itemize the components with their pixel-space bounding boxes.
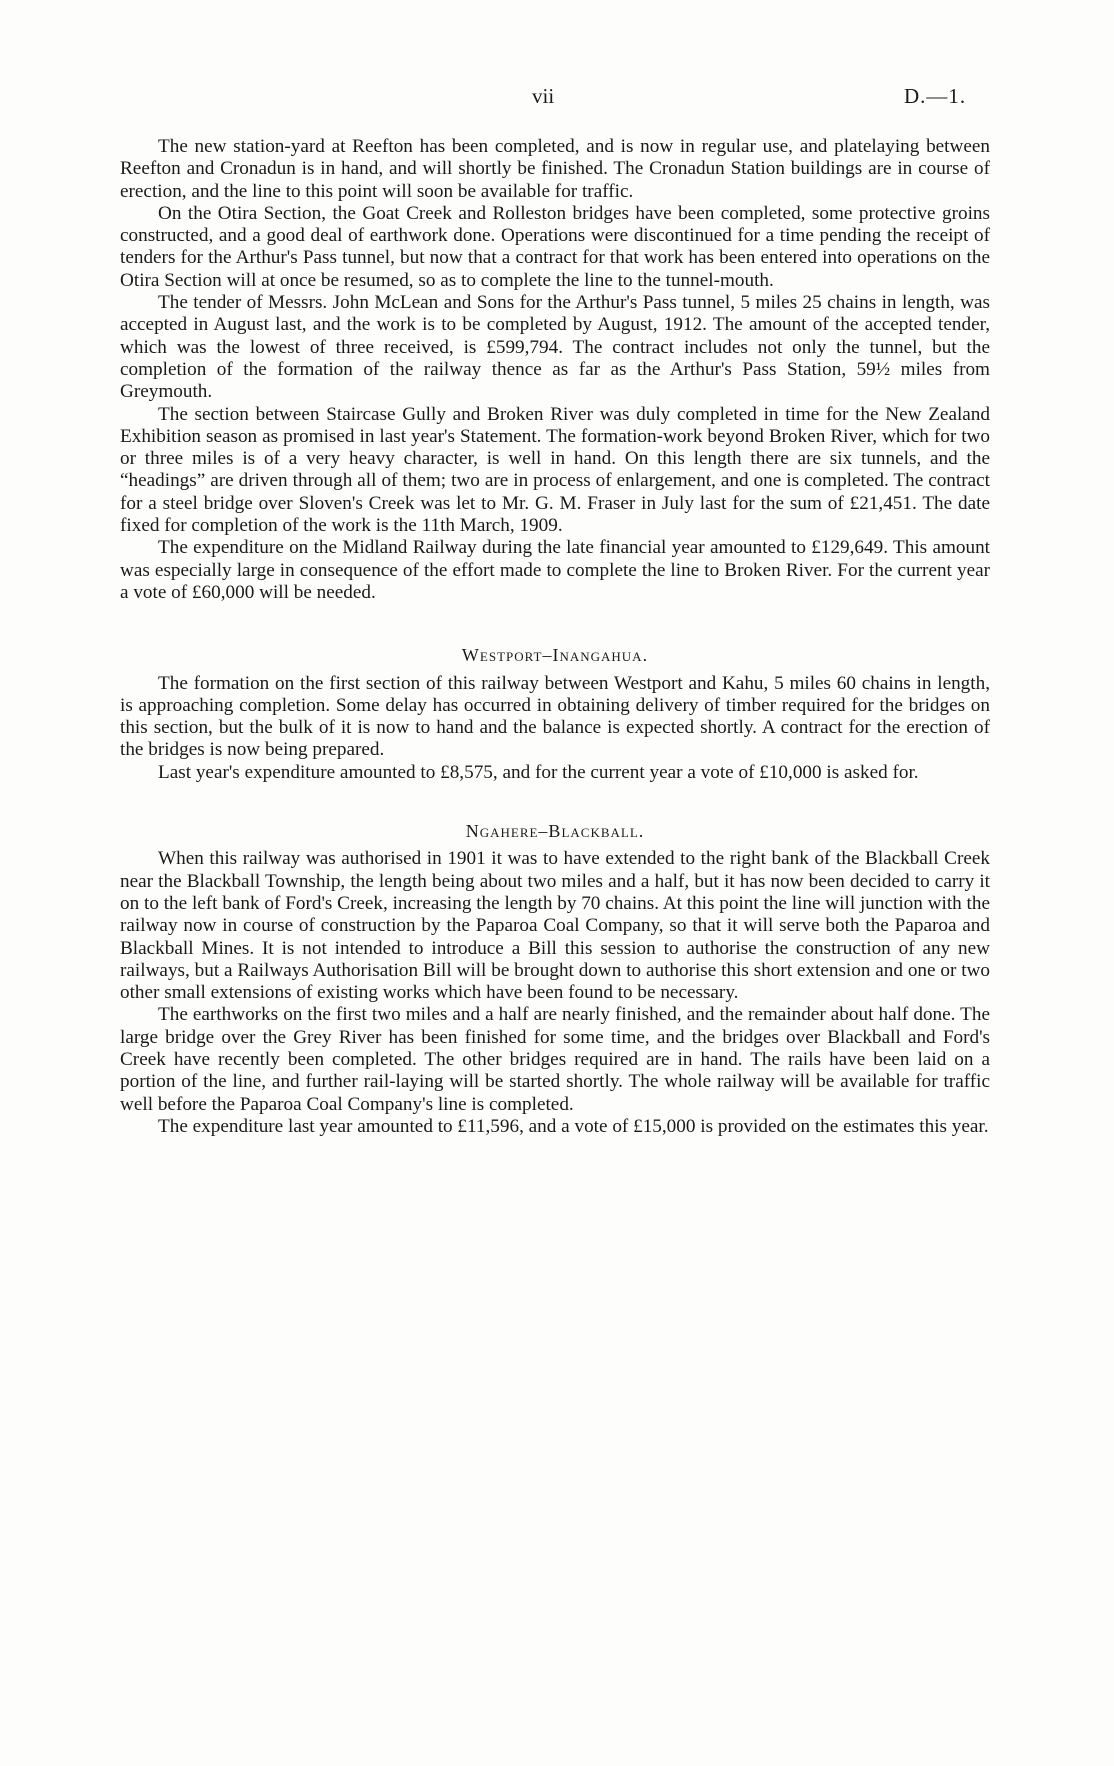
page-header — [0, 84, 1114, 112]
paragraph: Last year's expenditure amounted to £8,575, and for the current year a vote of £10,000 is asked for. — [158, 761, 919, 783]
paragraph: The formation on the first section of this railway between Westport and Kahu, 5 miles 60 chains in length, is approaching completion. Some delay has occurred in obtaining delivery of timber required for the bridges on this section, but the bulk of it is now to hand and the balance is expected shortly. A contract for the erection of the bridges is now being prepared. — [120, 672, 990, 761]
paragraph: The new station-yard at Reefton has been completed, and is now in regular use, and platelaying between Reefton and Cronadun is in hand, and will shortly be finished. The Cronadun Station buildings are in course of erection, and the line to this point will soon be available for traffic. — [120, 136, 990, 202]
body-text — [120, 136, 990, 1138]
paragraph: On the Otira Section, the Goat Creek and Rolleston bridges have been completed, some protective groins constructed, and a good deal of earthwork done. Operations were discontinued for a time pending the receipt of tenders for the Arthur's Pass tunnel, but now that a contract for that work has been entered into operations on the Otira Section will at once be resumed, so as to complete the line to the tunnel-mouth. — [120, 202, 990, 291]
document-reference: D.—1. — [904, 84, 967, 108]
paragraph: The expenditure last year amounted to £11,596, and a vote of £15,000 is provided on the estimates this year. — [158, 1115, 989, 1137]
paragraph: When this railway was authorised in 1901 it was to have extended to the right bank of the Blackball Creek near the Blackball Township, the length being about two miles and a half, but it has now been decided to carry it on to the left bank of Ford's Creek, increasing the length by 70 chains. At this point the line will junction with the railway now in course of construction by the Paparoa Coal Company, so that it will serve both the Paparoa and Blackball Mines. It is not intended to introduce a Bill this session to authorise the construction of any new railways, but a Railways Authorisation Bill will be brought down to authorise this short extension and one or two other small extensions of existing works which have been found to be necessary. — [120, 848, 990, 1004]
paragraph: The expenditure on the Midland Railway during the late financial year amounted to £129,649. This amount was especially large in consequence of the effort made to complete the line to Broken River. For the current year a vote of £60,000 will be needed. — [120, 537, 990, 603]
paragraph: The section between Staircase Gully and Broken River was duly completed in time for the New Zealand Exhibition season as promised in last year's Statement. The formation-work beyond Broken River, which for two or three miles is of a very heavy character, is well in hand. On this length there are six tunnels, and the “headings” are driven through all of them; two are in process of enlargement, and one is completed. The contract for a steel bridge over Sloven's Creek was let to Mr. G. M. Fraser in July last for the sum of £21,451. The date fixed for completion of the work is the 11th March, 1909. — [120, 403, 990, 537]
paragraph: The tender of Messrs. John McLean and Sons for the Arthur's Pass tunnel, 5 miles 25 chains in length, was accepted in August last, and the work is to be completed by August, 1912. The amount of the accepted tender, which was the lowest of three received, is £599,794. The contract includes not only the tunnel, but the completion of the formation of the railway thence as far as the Arthur's Pass Station, 59½ miles from Greymouth. — [120, 292, 990, 403]
section-heading-ngahere-blackball: Ngahere–Blackball. — [465, 821, 645, 842]
page-number: vii — [532, 84, 555, 108]
section-heading-westport-inangahua: Westport–Inangahua. — [461, 645, 649, 666]
paragraph: The earthworks on the first two miles and a half are nearly finished, and the remainder about half done. The large bridge over the Grey River has been finished for some time, and the bridges over Blackball and Ford's Creek have recently been completed. The other bridges required are in hand. The rails have been laid on a portion of the line, and further rail-laying will be started shortly. The whole railway will be available for traffic well before the Paparoa Coal Company's line is completed. — [120, 1004, 990, 1115]
